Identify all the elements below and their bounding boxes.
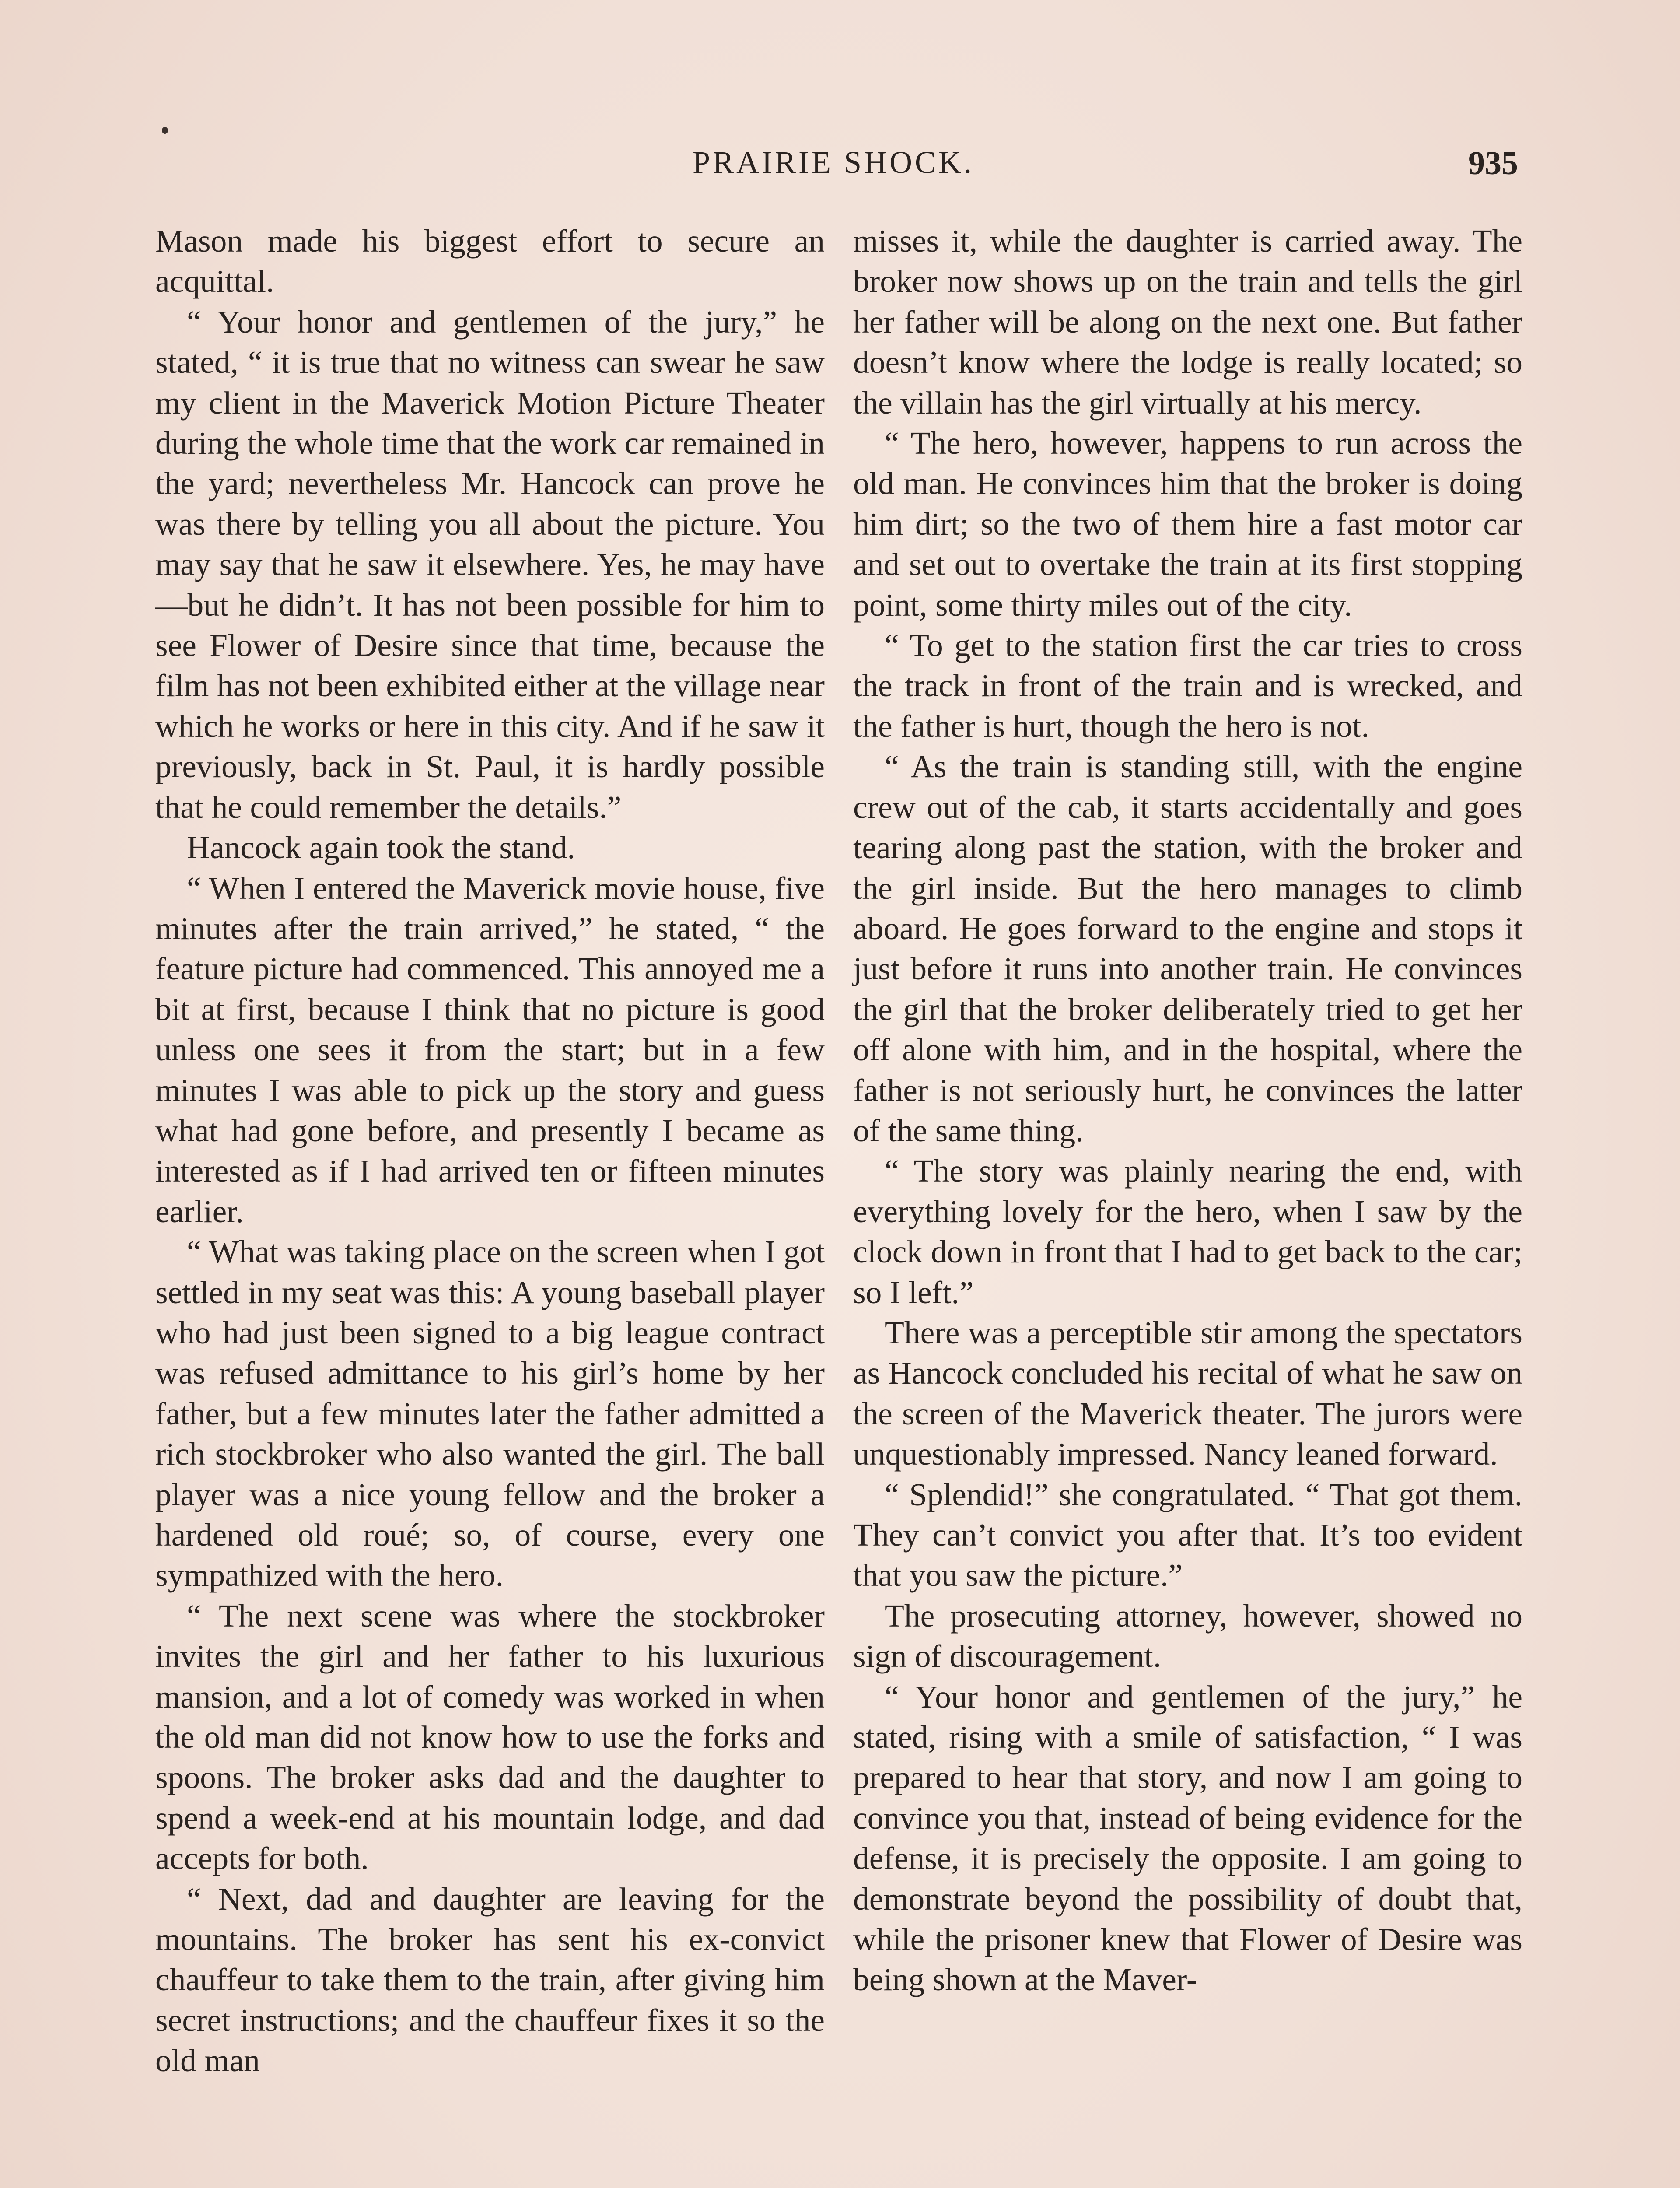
paragraph: “ As the train is standing still, with the engine crew out of the cab, it starts accidentally and goes tearing along past the station, with the broker and the girl inside. But the hero manages to climb aboard. He goes forward to the engine and stops it just before it runs into another train. He convinces the girl that the broker deliberately tried to get her off alone with him, and in the hospital, where the father is not seriously hurt, he convinces the latter of the same thing.: [853, 749, 1522, 1148]
paragraph: “ Your honor and gentlemen of the jury,” he stated, rising with a smile of satisfaction, “ I was prepared to hear that story, and now I am going to convince you that, instead of being evidence for the defense, it is precisely the opposite. I am going to demonstrate beyond the possibility of doubt that, while the prisoner knew that Flower of Desire was being shown at the Maver-: [853, 1679, 1522, 1998]
paragraph: “ The story was plainly nearing the end, with everything lovely for the hero, when I saw by the clock down in front that I had to get back to the car; so I left.”: [853, 1153, 1522, 1310]
paragraph: “ To get to the station first the car tries to cross the track in front of the train and is wrecked, and the father is hurt, though the hero is not.: [853, 628, 1522, 744]
paragraph: “ What was taking place on the screen when I got settled in my seat was this: A young baseball player who had just been signed to a big league contract was refused admittance to his girl’s home by her father, but a few minutes later the father admitted a rich stockbroker who also wanted the girl. The ball player was a nice young fellow and the broker a hardened old roué; so, of course, every one sympathized with the hero.: [155, 1234, 825, 1593]
page-header: [149, 144, 1518, 193]
ink-speck: [162, 127, 168, 134]
page-number: 935: [1468, 145, 1518, 182]
running-title: PRAIRIE SHOCK.: [692, 145, 975, 180]
paragraph: “ Next, dad and daughter are leaving for the mountains. The broker has sent his ex-convict chauffeur to take them to the train, after giving him secret instructions; and the chauffeur fixes it so the old man: [155, 1881, 825, 2079]
paragraph: “ The hero, however, happens to run across the old man. He convinces him that the broker is doing him dirt; so the two of them hire a fast motor car and set out to overtake the train at its first stopping point, some thirty miles out of the city.: [853, 425, 1522, 623]
right-column: [853, 221, 1522, 2000]
paragraph: “ Splendid!” she congratulated. “ That got them. They can’t convict you after that. It’s too evident that you saw the picture.”: [853, 1476, 1522, 1593]
paragraph: The prosecuting attorney, however, showed no sign of discouragement.: [853, 1598, 1522, 1674]
paragraph: “ The next scene was where the stockbroker invites the girl and her father to his luxurious mansion, and a lot of comedy was worked in when the old man did not know how to use the forks and spoons. The broker asks dad and the daughter to spend a week-end at his mountain lodge, and dad accepts for both.: [155, 1598, 825, 1876]
paragraph: “ When I entered the Maverick movie house, five minutes after the train arrived,” he stated, “ the feature picture had commenced. This annoyed me a bit at first, because I think that no picture is good unless one sees it from the start; but in a few minutes I was able to pick up the story and guess what had gone before, and presently I became as interested as if I had arrived ten or fifteen minutes earlier.: [155, 870, 825, 1229]
paragraph: “ Your honor and gentlemen of the jury,” he stated, “ it is true that no witness can swear he saw my client in the Maverick Motion Picture Theater during the whole time that the work car remained in the yard; nevertheless Mr. Hancock can prove he was there by telling you all about the picture. You may say that he saw it elsewhere. Yes, he may have—but he didn’t. It has not been possible for him to see Flower of Desire since that time, because the film has not been exhibited either at the village near which he works or here in this city. And if he saw it previously, back in St. Paul, it is hardly possible that he could remember the details.”: [155, 304, 825, 825]
paragraph: Hancock again took the stand.: [187, 830, 575, 866]
paragraph: misses it, while the daughter is carried away. The broker now shows up on the train and tells the girl her father will be along on the next one. But father doesn’t know where the lodge is really located; so the villain has the girl virtually at his mercy.: [853, 223, 1522, 421]
left-column: [155, 221, 825, 2081]
paragraph: Mason made his biggest effort to secure an acquittal.: [155, 223, 825, 299]
paragraph: There was a perceptible stir among the spectators as Hancock concluded his recital of what he saw on the screen of the Maverick theater. The jurors were unquestionably impressed. Nancy leaned forward.: [853, 1315, 1522, 1472]
